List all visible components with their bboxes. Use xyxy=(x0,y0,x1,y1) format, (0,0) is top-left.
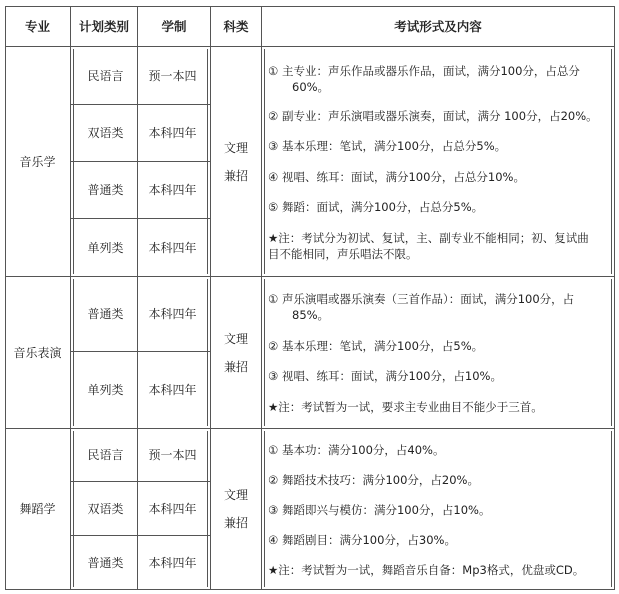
plan-cell: 双语类 xyxy=(87,126,124,140)
major-cell: 舞蹈学 xyxy=(19,502,56,516)
header-duration: 学制 xyxy=(161,18,187,34)
exam-item: ① 主专业：声乐作品或器乐作品，面试，满分100分，占总分 60%。 xyxy=(268,64,580,94)
exam-note: ★注：考试暂为一试，舞蹈音乐自备：Mp3格式，优盘或CD。 xyxy=(268,563,585,577)
header-exam: 考试形式及内容 xyxy=(394,18,482,34)
duration-cell: 本科四年 xyxy=(148,183,197,197)
exam-item: ④ 视唱、练耳：面试，满分100分，占总分10%。 xyxy=(268,170,525,184)
subject-line: 文理 xyxy=(223,331,248,346)
duration-cell: 本科四年 xyxy=(148,126,197,140)
subject-line: 文理 xyxy=(223,488,248,502)
subject-line: 文理 xyxy=(223,140,248,155)
subject-cell xyxy=(211,47,261,276)
duration-cell: 本科四年 xyxy=(148,501,197,516)
duration-cell: 预一本四 xyxy=(148,448,197,462)
exam-content xyxy=(268,429,613,589)
plan-cell: 单列类 xyxy=(87,383,124,397)
header-major: 专业 xyxy=(24,18,50,34)
subject-line: 兼招 xyxy=(223,359,248,374)
duration-cell: 本科四年 xyxy=(148,555,197,570)
exam-content xyxy=(268,277,613,428)
exam-item: ① 声乐演唱或器乐演奏（三首作品）：面试，满分100分，占 85%。 xyxy=(268,292,575,322)
exam-item: ② 基本乐理：笔试，满分100分，占5%。 xyxy=(268,339,484,353)
exam-item: ③ 基本乐理：笔试，满分100分，占总分5%。 xyxy=(268,139,507,153)
exam-item: ② 舞蹈技术技巧：满分100分，占20%。 xyxy=(268,473,479,487)
major-cell: 音乐学 xyxy=(19,154,56,169)
exam-item: ⑤ 舞蹈：面试，满分100分，占总分5%。 xyxy=(268,200,484,214)
plan-cell: 民语言 xyxy=(87,448,124,462)
header-subject: 科类 xyxy=(223,18,249,34)
plan-cell: 普通类 xyxy=(87,183,124,197)
exam-item: ③ 视唱、练耳：面试，满分100分，占10%。 xyxy=(268,369,502,383)
major-cell: 音乐表演 xyxy=(13,345,62,360)
plan-cell: 单列类 xyxy=(87,240,124,255)
duration-cell: 本科四年 xyxy=(148,307,197,321)
subject-line: 兼招 xyxy=(223,168,248,183)
plan-cell: 普通类 xyxy=(87,555,124,570)
plan-cell: 双语类 xyxy=(87,501,124,516)
duration-cell: 预一本四 xyxy=(148,68,197,83)
subject-line: 兼招 xyxy=(223,516,248,530)
exam-item: ④ 舞蹈剧目：满分100分，占30%。 xyxy=(268,533,456,547)
exam-item: ③ 舞蹈即兴与模仿：满分100分，占10%。 xyxy=(268,503,491,517)
duration-cell: 本科四年 xyxy=(148,383,197,397)
exam-item: ② 副专业：声乐演唱或器乐演奏，面试，满分 100分，占20%。 xyxy=(268,109,598,123)
header-plan-type: 计划类别 xyxy=(78,18,129,34)
subject-cell xyxy=(211,429,261,589)
exam-item: ① 基本功：满分100分，占40%。 xyxy=(268,443,445,457)
exam-note: ★注：考试分为初试、复试，主、副专业不能相同；初、复试曲 目不能相同，声乐唱法不限。 xyxy=(268,231,589,261)
plan-cell: 普通类 xyxy=(87,307,124,321)
exam-content xyxy=(268,47,613,276)
exam-note: ★注：考试暂为一试，要求主专业曲目不能少于三首。 xyxy=(268,400,543,414)
plan-cell: 民语言 xyxy=(87,68,124,83)
duration-cell: 本科四年 xyxy=(148,240,197,255)
subject-cell xyxy=(211,277,261,428)
